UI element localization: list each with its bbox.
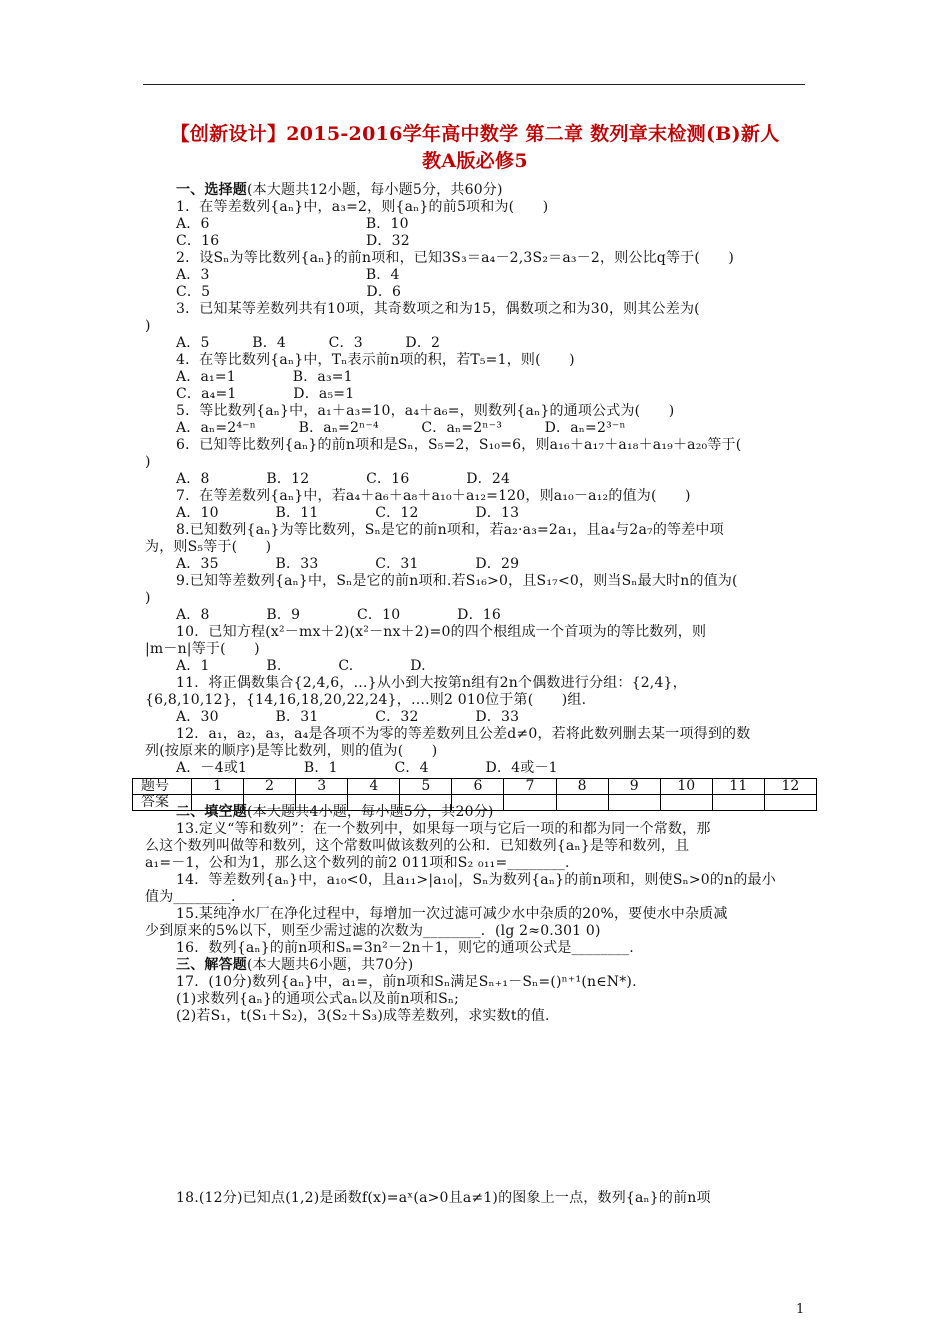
text-line: 18.(12分)已知点(1,2)是函数f(x)=aˣ(a>0且a≠1)的图象上一点，数列{aₙ}的前n项 bbox=[176, 1190, 711, 1206]
text-line: 少到原来的5%以下，则至少需过滤的次数为________．(lg 2≈0.301 0) bbox=[145, 923, 601, 939]
answer-table-number-row bbox=[133, 779, 817, 795]
text-line: ) bbox=[145, 590, 151, 606]
answer-table-number: 6 bbox=[452, 779, 504, 795]
text-line: A．a₁=1 B．a₃=1 bbox=[176, 369, 353, 385]
answer-table-number: 10 bbox=[660, 779, 712, 795]
answer-table-number: 4 bbox=[348, 779, 400, 795]
text-line: {6,8,10,12}，{14,16,18,20,22,24}，….则2 010位于第( )组. bbox=[145, 692, 587, 708]
text-line: A．8 B．9 C．10 D．16 bbox=[176, 607, 501, 623]
text-line: 6．已知等比数列{aₙ}的前n项和是Sₙ，S₅=2，S₁₀=6，则a₁₆＋a₁₇＋a₁₈＋a₁₉＋a₂₀等于( bbox=[176, 437, 742, 453]
text-line: 7．在等差数列{aₙ}中，若a₄＋a₆＋a₈＋a₁₀＋a₁₂=120，则a₁₀－a₁₂的值为( ) bbox=[176, 488, 691, 504]
document-title-line-1: 【创新设计】2015-2016学年高中数学 第二章 数列章末检测(B)新人 bbox=[170, 123, 780, 145]
text-line: 1．在等差数列{aₙ}中，a₃=2，则{aₙ}的前5项和为( ) bbox=[176, 199, 549, 215]
answer-table-answer-header: 答案 bbox=[133, 795, 192, 811]
text-line: 为，则S₅等于( ) bbox=[145, 539, 272, 555]
text-line: 列(按原来的顺序)是等比数列，则的值为( ) bbox=[145, 743, 438, 759]
text-line: 13.定义“等和数列”：在一个数列中，如果每一项与它后一项的和都为同一个常数，那 bbox=[176, 821, 711, 837]
text-line: A．6 B．10 bbox=[176, 216, 409, 232]
header-rule bbox=[143, 84, 805, 85]
text-line: C．a₄=1 D．a₅=1 bbox=[176, 386, 355, 402]
text-line: 值为________. bbox=[145, 889, 236, 905]
text-line: C．16 D．32 bbox=[176, 233, 410, 249]
text-line: 16．数列{aₙ}的前n项和Sₙ=3n²－2n＋1，则它的通项公式是________. bbox=[176, 940, 634, 956]
answer-table-number: 3 bbox=[296, 779, 348, 795]
answer-table-number: 5 bbox=[400, 779, 452, 795]
text-line: ) bbox=[145, 318, 151, 334]
text-line: A．30 B．31 C．32 D．33 bbox=[176, 709, 520, 725]
text-line: 17．(10分)数列{aₙ}中，a₁=，前n项和Sₙ满足Sₙ₊₁－Sₙ=()ⁿ⁺¹(n∈N*). bbox=[176, 974, 637, 990]
text-line: 3．已知某等差数列共有10项，其奇数项之和为15，偶数项之和为30，则其公差为( bbox=[176, 301, 700, 317]
page-number: 1 bbox=[796, 1302, 805, 1317]
answer-table-number: 2 bbox=[244, 779, 296, 795]
answer-table-number-header: 题号 bbox=[133, 779, 192, 795]
text-line: C．5 D．6 bbox=[176, 284, 402, 300]
text-line: a₁=－1，公和为1，那么这个数列的前2 011项和S₂ ₀₁₁=________. bbox=[145, 855, 570, 871]
text-line: A．10 B．11 C．12 D．13 bbox=[176, 505, 520, 521]
text-line: (2)若S₁，t(S₁＋S₂)，3(S₂＋S₃)成等差数列，求实数t的值. bbox=[176, 1008, 550, 1024]
answer-table-number: 7 bbox=[504, 779, 556, 795]
text-line: |m－n|等于( ) bbox=[145, 641, 260, 657]
text-line: 三、解答题(本大题共6小题，共70分) bbox=[176, 957, 414, 973]
text-line: A．aₙ=2⁴⁻ⁿ B．aₙ=2ⁿ⁻⁴ C．aₙ=2ⁿ⁻³ D．aₙ=2³⁻ⁿ bbox=[176, 420, 626, 436]
text-line: 5．等比数列{aₙ}中，a₁＋a₃=10，a₄＋a₆=，则数列{aₙ}的通项公式为( ) bbox=[176, 403, 675, 419]
text-line: 2．设Sₙ为等比数列{aₙ}的前n项和，已知3S₃＝a₄－2,3S₂＝a₃－2，则公比q等于( ) bbox=[176, 250, 735, 266]
text-line: 么这个数列叫做等和数列，这个常数叫做该数列的公和．已知数列{aₙ}是等和数列，且 bbox=[145, 838, 690, 854]
text-line: 15.某纯净水厂在净化过程中，每增加一次过滤可减少水中杂质的20%，要使水中杂质减 bbox=[176, 906, 728, 922]
text-line: A．3 B．4 bbox=[176, 267, 400, 283]
answer-table-number: 12 bbox=[764, 779, 816, 795]
answer-table-number: 11 bbox=[712, 779, 764, 795]
text-line: 8.已知数列{aₙ}为等比数列，Sₙ是它的前n项和，若a₂·a₃=2a₁，且a₄与2a₇的等差中项 bbox=[176, 522, 724, 538]
answer-table-number: 8 bbox=[556, 779, 608, 795]
answer-table-number: 9 bbox=[608, 779, 660, 795]
text-line: 10．已知方程(x²－mx＋2)(x²－nx＋2)=0的四个根组成一个首项为的等比数列，则 bbox=[176, 624, 707, 640]
text-line: A．35 B．33 C．31 D．29 bbox=[176, 556, 520, 572]
document-title-line-2: 教A版必修5 bbox=[422, 150, 528, 172]
text-line: A．－4或1 B．1 C．4 D．4或－1 bbox=[176, 760, 558, 776]
text-line: ) bbox=[145, 454, 151, 470]
answer-table-number: 1 bbox=[192, 779, 244, 795]
text-line: A．8 B．12 C．16 D．24 bbox=[176, 471, 511, 487]
text-line: 4．在等比数列{aₙ}中，Tₙ表示前n项的积，若T₅=1，则( ) bbox=[176, 352, 575, 368]
text-line: 9.已知等差数列{aₙ}中，Sₙ是它的前n项和.若S₁₆>0，且S₁₇<0，则当Sₙ最大时n的值为( bbox=[176, 573, 738, 589]
text-line: A．1 B. C. D. bbox=[176, 658, 426, 674]
text-line: A．5 B．4 C．3 D．2 bbox=[176, 335, 441, 351]
text-line: 二、填空题(本大题共4小题，每小题5分，共20分) bbox=[176, 804, 494, 820]
text-line: 11．将正偶数集合{2,4,6，…}从小到大按第n组有2n个偶数进行分组：{2,4}， bbox=[176, 675, 687, 691]
text-line: 12．a₁，a₂，a₃，a₄是各项不为零的等差数列且公差d≠0，若将此数列删去某一项得到的数 bbox=[176, 726, 751, 742]
text-line: 一、选择题(本大题共12小题，每小题5分，共60分) bbox=[176, 182, 503, 198]
text-line: 14．等差数列{aₙ}中，a₁₀<0，且a₁₁>|a₁₀|，Sₙ为数列{aₙ}的前n项和，则使Sₙ>0的n的最小 bbox=[176, 872, 776, 888]
text-line: (1)求数列{aₙ}的通项公式aₙ以及前n项和Sₙ; bbox=[176, 991, 460, 1007]
